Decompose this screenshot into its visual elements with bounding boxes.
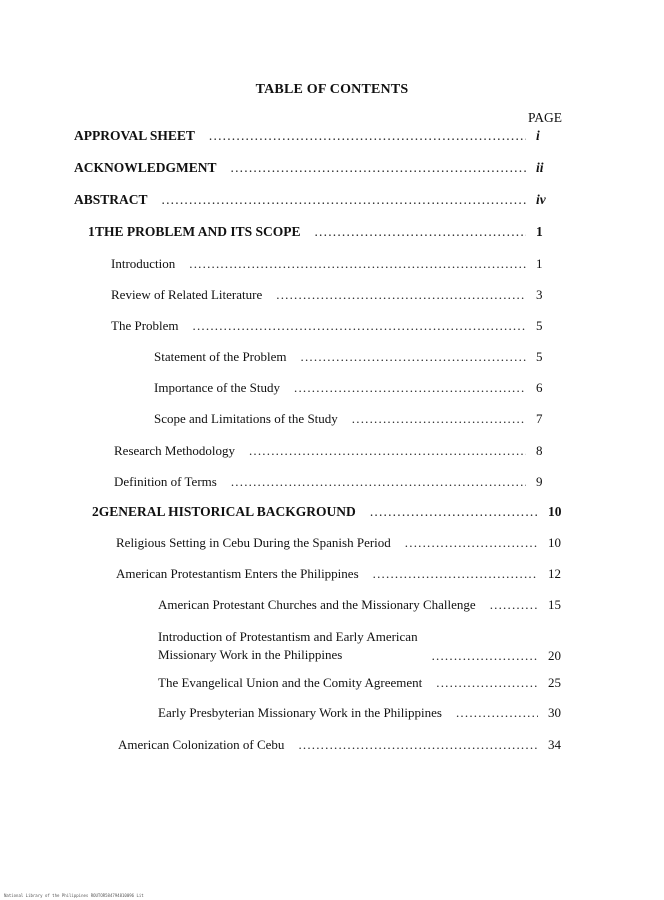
dot-leader bbox=[456, 705, 538, 721]
toc-label: GENERAL HISTORICAL BACKGROUND bbox=[98, 504, 356, 519]
toc-entry-abstract bbox=[74, 192, 554, 208]
toc-label: American Protestantism Enters the Philippines bbox=[116, 566, 359, 581]
toc-label: APPROVAL SHEET bbox=[74, 128, 195, 143]
toc-entry-introduction bbox=[111, 256, 554, 272]
chapter-number: 2 bbox=[92, 504, 99, 519]
dot-leader bbox=[314, 224, 526, 240]
dot-leader bbox=[231, 160, 526, 176]
toc-label: Importance of the Study bbox=[154, 380, 280, 395]
toc-label: Introduction bbox=[111, 256, 176, 271]
toc-entry-review bbox=[111, 287, 554, 303]
toc-page-number: 6 bbox=[536, 380, 543, 395]
toc-page-number: 10 bbox=[548, 504, 562, 519]
toc-label: Early Presbyterian Missionary Work in the Philippines bbox=[158, 705, 442, 720]
toc-entry-religious-setting bbox=[116, 535, 566, 551]
toc-page-number: 1 bbox=[536, 224, 543, 239]
dot-leader bbox=[209, 128, 526, 144]
toc-label: American Protestant Churches and the Missionary Challenge bbox=[158, 597, 476, 612]
toc-page-number: 1 bbox=[536, 256, 543, 271]
toc-label: American Colonization of Cebu bbox=[118, 737, 285, 752]
toc-entry-statement bbox=[154, 349, 554, 365]
toc-page-number: 5 bbox=[536, 349, 543, 364]
toc-page-number: iv bbox=[536, 192, 546, 207]
toc-entry-importance bbox=[154, 380, 554, 396]
toc-label: Research Methodology bbox=[114, 443, 235, 458]
toc-page-number: 5 bbox=[536, 318, 543, 333]
dot-leader bbox=[370, 504, 538, 520]
toc-label-line-1: Introduction of Protestantism and Early American bbox=[158, 629, 418, 644]
dot-leader bbox=[301, 349, 526, 365]
toc-entry-methodology bbox=[114, 443, 554, 459]
toc-chapter-2 bbox=[92, 504, 566, 520]
toc-page-number: 3 bbox=[536, 287, 543, 302]
toc-label: Definition of Terms bbox=[114, 474, 217, 489]
dot-leader bbox=[276, 287, 526, 303]
toc-entry-scope bbox=[154, 411, 554, 427]
toc-page-number: 34 bbox=[548, 737, 561, 752]
toc-label: Religious Setting in Cebu During the Spanish Period bbox=[116, 535, 391, 550]
toc-entry-introduction-protestantism bbox=[158, 628, 566, 664]
dot-leader bbox=[231, 474, 526, 490]
toc-entry-evangelical-union bbox=[158, 675, 566, 691]
chapter-number: 1 bbox=[88, 224, 95, 239]
dot-leader bbox=[373, 566, 538, 582]
toc-label: The Problem bbox=[111, 318, 179, 333]
dot-leader bbox=[436, 675, 538, 691]
toc-entry-churches bbox=[158, 597, 566, 613]
toc-label: The Evangelical Union and the Comity Agreement bbox=[158, 675, 423, 690]
toc-page-number: 30 bbox=[548, 705, 561, 720]
toc-page-number: ii bbox=[536, 160, 544, 175]
toc-page-number: 15 bbox=[548, 597, 561, 612]
scan-footer: National Library of the Philippines ROUTOR584794810096 Lit bbox=[4, 893, 144, 898]
toc-page-number: 20 bbox=[548, 648, 561, 663]
toc-page-number: 12 bbox=[548, 566, 561, 581]
dot-leader bbox=[294, 380, 526, 396]
dot-leader bbox=[490, 597, 538, 613]
toc-entry-protestantism bbox=[116, 566, 566, 582]
toc-page-number: 7 bbox=[536, 411, 543, 426]
dot-leader bbox=[189, 256, 526, 272]
dot-leader bbox=[193, 318, 526, 334]
toc-label-block bbox=[158, 628, 418, 664]
toc-label: Review of Related Literature bbox=[111, 287, 263, 302]
toc-label: THE PROBLEM AND ITS SCOPE bbox=[94, 224, 301, 239]
toc-page-number: 9 bbox=[536, 474, 543, 489]
toc-entry-definition bbox=[114, 474, 554, 490]
toc-page-number: i bbox=[536, 128, 540, 143]
toc-entry-the-problem bbox=[111, 318, 554, 334]
dot-leader bbox=[162, 192, 526, 208]
toc-label-line-2: Missionary Work in the Philippines bbox=[158, 647, 343, 662]
dot-leader bbox=[249, 443, 526, 459]
dot-leader bbox=[405, 535, 538, 551]
toc-page-number: 8 bbox=[536, 443, 543, 458]
toc-page-number: 25 bbox=[548, 675, 561, 690]
toc-entry-approval-sheet bbox=[74, 128, 554, 144]
toc-label: Scope and Limitations of the Study bbox=[154, 411, 338, 426]
toc-chapter-1 bbox=[88, 224, 554, 240]
toc-label: Statement of the Problem bbox=[154, 349, 287, 364]
dot-leader bbox=[432, 648, 538, 664]
page-title: TABLE OF CONTENTS bbox=[255, 82, 409, 97]
toc-entry-presbyterian bbox=[158, 705, 566, 721]
toc-label: ACKNOWLEDGMENT bbox=[74, 160, 217, 175]
toc-entry-acknowledgment bbox=[74, 160, 554, 176]
toc-page-number: 10 bbox=[548, 535, 561, 550]
toc-label: ABSTRACT bbox=[74, 192, 148, 207]
toc-entry-colonization bbox=[118, 737, 566, 753]
dot-leader bbox=[352, 411, 526, 427]
page-column-header: PAGE bbox=[528, 110, 563, 125]
dot-leader bbox=[298, 737, 538, 753]
